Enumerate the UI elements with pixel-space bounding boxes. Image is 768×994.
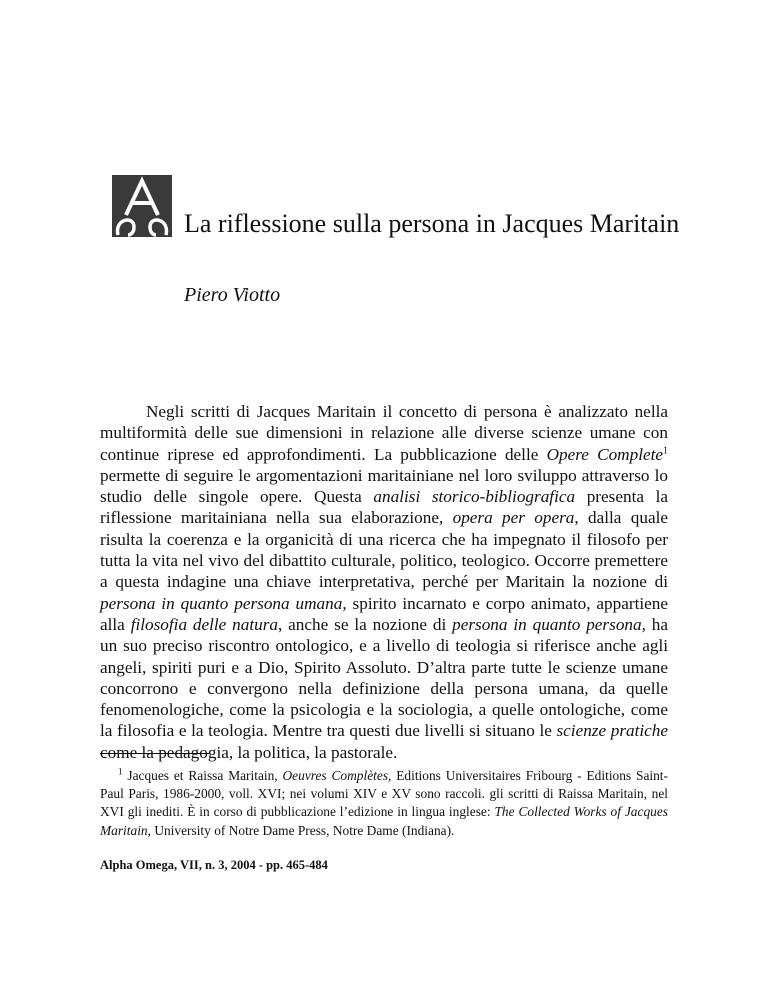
footnote-text-run: Jacques et Raissa Maritain, [122,768,283,783]
body-italic-persona-in-quanto: persona in quanto persona, [452,614,646,634]
footnote-paragraph [100,767,668,840]
alpha-omega-logo-icon [112,175,172,237]
article-title: La riflessione sulla persona in Jacques Maritain [184,209,680,238]
body-text-run: , dalla quale risulta la coerenza e la organicità di una ricerca che ha impegnato il filosofo per tutta la vita nel vivo del dibattito culturale, politico, teologico. Occorre premettere a questa indagine una chiave interpretativa, perché per Maritain la nozione di [100,508,668,592]
footnote-number: 1 [118,766,123,777]
body-text-run: ha un suo preciso riscontro ontologico, e a livello di teologia si riferisce anche agli angeli, spiriti puri e a Dio, Spirito Assoluto. D’altra parte tutte le scienze umane concorrono e convergono nella definizione della persona umana, da quelle fenomenologiche, come la psicologia e la sociologia, a quelle ontologiche, come la filosofia e la teologia. Mentre tra questi due livelli si situano le [100,614,668,741]
body-italic-opere-complete: Opere Complete [546,444,663,464]
body-text-run: presenta la riflessione maritainiana nella sua elaborazione, [100,487,669,528]
footnote-italic-oeuvres: Oeuvres Complètes [282,768,389,783]
body-text-run: Negli scritti di Jacques Maritain il concetto di persona è analizzato nella multiformità delle sue dimensioni in relazione alle diverse scienze umane con continue riprese ed approfondimenti. La pubblicazione delle [100,402,668,464]
footnote-reference[interactable]: 1 [663,444,668,456]
body-text-run: , anche se la nozione di [278,614,453,634]
footnote-text-run: , University of Notre Dame Press, Notre Dame (Indiana). [147,822,455,838]
body-italic-persona-umana: persona in quanto persona umana [100,593,343,613]
body-italic-analisi: analisi storico-bibliografica [373,487,576,507]
footnote [100,767,668,840]
body-text [100,401,668,763]
journal-citation: Alpha Omega, VII, n. 3, 2004 - pp. 465-484 [100,858,328,872]
body-text-run: , spirito incarnato e corpo animato, appartiene alla [100,593,668,634]
footnote-italic-collected-works: The Collected Works of Jacques Maritain [100,804,668,838]
body-paragraph [100,401,668,763]
body-italic-scienze-pratiche: scienze pratiche [556,721,668,741]
footnote-divider [100,753,210,754]
footnote-text-run: , Editions Universitaires Fribourg - Editions Saint-Paul Paris, 1986-2000, voll. XVI; nei volumi XIV e XV sono raccoli. gli scritti di Raissa Maritain, nel XVI gli inediti. È in corso di pubblicazione l’edizione in lingua inglese: [100,768,668,820]
article-author: Piero Viotto [184,284,281,306]
body-italic-opera-per-opera: opera per opera [452,508,575,528]
body-italic-filosofia-natura: filosofia delle natura [130,614,279,634]
body-text-run: come la pedagogia, la politica, la pastorale. [100,742,398,762]
body-text-run: permette di seguire le argomentazioni maritainiane nel loro sviluppo attraverso lo studio delle singole opere. Questa [100,465,668,507]
